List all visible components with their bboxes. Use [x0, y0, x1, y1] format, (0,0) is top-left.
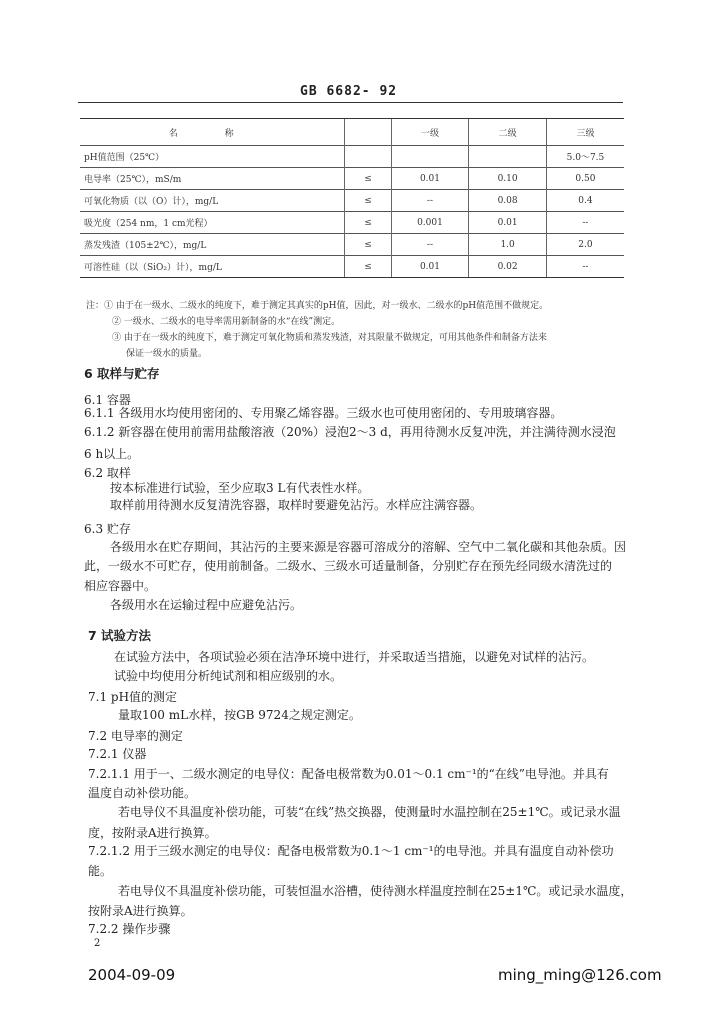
table-cell: 0.4 [546, 190, 624, 212]
table-cell: 蒸发残渣（105±2℃），mg/L [80, 234, 345, 256]
section-6-2-title: 6.2 取样 [84, 466, 131, 480]
table-row [80, 168, 624, 190]
section-6-title: 6 取样与贮存 [84, 366, 160, 381]
table-cell: pH值范围（25℃） [80, 146, 345, 168]
standard-code-header: GB 6682- 92 [300, 84, 398, 99]
table-cell: 0.001 [391, 212, 469, 234]
table-cell: ≤ [345, 234, 391, 256]
table-cell: 可溶性硅（以（SiO₂）计），mg/L [80, 256, 345, 278]
paragraph: 7.2.1.2 用于三级水测定的电导仪：配备电极常数为0.1～1 cm⁻¹的电导池。并具有温度自动补偿功 [88, 844, 614, 858]
paragraph: 按附录A进行换算。 [88, 904, 193, 918]
table-row [80, 212, 624, 234]
paragraph: 度，按附录A进行换算。 [88, 826, 217, 840]
table-cell [345, 146, 391, 168]
table-header-cell: 一级 [391, 119, 469, 146]
paragraph: 若电导仪不具温度补偿功能，可装“在线”热交换器，使测量时水温控制在25±1℃。或记录水温 [118, 805, 621, 819]
table-row [80, 190, 624, 212]
table-cell: ≤ [345, 212, 391, 234]
paragraph: 各级用水在运输过程中应避免沾污。 [110, 598, 303, 612]
table-cell [469, 146, 547, 168]
note-2: ② 一级水、二级水的电导率需用新制备的水“在线”测定。 [112, 317, 341, 327]
water-spec-table [80, 118, 624, 278]
footer-email: ming_ming@126.com [498, 966, 662, 984]
section-6-3-title: 6.3 贮存 [84, 522, 131, 536]
table-cell: 0.08 [469, 190, 547, 212]
paragraph: 按本标准进行试验，至少应取3 L有代表性水样。 [110, 481, 370, 495]
table-row [80, 234, 624, 256]
paragraph: 6.1.1 各级用水均使用密闭的、专用聚乙烯容器。三级水也可使用密闭的、专用玻璃容器。 [84, 406, 563, 420]
table-cell: 0.10 [469, 168, 547, 190]
paragraph: 相应容器中。 [84, 579, 157, 593]
table-cell: -- [546, 212, 624, 234]
paragraph: 在试验方法中，各项试验必须在洁净环境中进行，并采取适当措施，以避免对试样的沾污。 [114, 650, 595, 664]
paragraph: 试验中均使用分析纯试剂和相应级别的水。 [114, 669, 343, 683]
paragraph: 能。 [88, 864, 113, 878]
table-cell: -- [546, 256, 624, 278]
table-header-row [80, 119, 624, 146]
paragraph: 7.2.1.1 用于一、二级水测定的电导仪：配备电极常数为0.01～0.1 cm⁻¹的“在线”电导池。并具有 [88, 767, 609, 781]
table-cell: 1.0 [469, 234, 547, 256]
paragraph: 温度自动补偿功能。 [88, 786, 197, 800]
table-cell: 5.0～7.5 [546, 146, 624, 168]
section-7-2-title: 7.2 电导率的测定 [88, 729, 183, 743]
table-header-cell: 三级 [546, 119, 624, 146]
page-number: 2 [94, 938, 101, 949]
table-cell: ≤ [345, 168, 391, 190]
table-cell: ≤ [345, 190, 391, 212]
table-cell: -- [391, 190, 469, 212]
table-cell: 可氧化物质（以（O）计），mg/L [80, 190, 345, 212]
table-cell: 0.01 [469, 212, 547, 234]
note-3: ③ 由于在一级水的纯度下，难于测定可氧化物质和蒸发残渣，对其限量不做规定，可用其他条件和制备方法来 [112, 333, 547, 343]
table-cell: 电导率（25℃），mS/m [80, 168, 345, 190]
table-cell: ≤ [345, 256, 391, 278]
footer-date: 2004-09-09 [88, 966, 176, 984]
table-cell: 0.02 [469, 256, 547, 278]
table-header-cell: 二级 [469, 119, 547, 146]
section-7-2-1-title: 7.2.1 仪器 [88, 747, 147, 761]
paragraph: 6 h以上。 [84, 447, 140, 461]
table-cell: 0.50 [546, 168, 624, 190]
table-row [80, 256, 624, 278]
table-cell: -- [391, 234, 469, 256]
section-7-2-2-title: 7.2.2 操作步骤 [88, 922, 171, 936]
table-header-cell [345, 119, 391, 146]
table-row [80, 146, 624, 168]
paragraph: 取样前用待测水反复清洗容器，取样时要避免沾污。水样应注满容器。 [110, 498, 483, 512]
paragraph: 此，一级水不可贮存，使用前制备。二级水、三级水可适量制备，分别贮存在预先经同级水清洗过的 [84, 559, 613, 573]
table-cell: 0.01 [391, 168, 469, 190]
table-cell: 0.01 [391, 256, 469, 278]
paragraph: 6.1.2 新容器在使用前需用盐酸溶液（20%）浸泡2～3 d，再用待测水反复冲洗，并注满待测水浸泡 [84, 425, 616, 439]
table-notes [86, 298, 626, 362]
section-6-1-title: 6.1 容器 [84, 393, 131, 407]
table-cell [391, 146, 469, 168]
section-7-title: 7 试验方法 [88, 628, 152, 643]
paragraph: 量取100 mL水样，按GB 9724之规定测定。 [118, 708, 361, 722]
section-7-1-title: 7.1 pH值的测定 [88, 690, 178, 704]
table-header-cell: 名 称 [80, 119, 345, 146]
table-cell: 吸光度（254 nm，1 cm光程） [80, 212, 345, 234]
note-1: 注：① 由于在一级水、二级水的纯度下，难于测定其真实的pH值，因此，对一级水、二级水的pH值范围不做规定。 [86, 301, 549, 311]
note-3-cont: 保证一级水的质量。 [126, 349, 208, 359]
paragraph: 若电导仪不具温度补偿功能，可装恒温水浴槽，使待测水样温度控制在25±1℃。或记录水温度， [118, 884, 633, 898]
paragraph: 各级用水在贮存期间，其沾污的主要来源是容器可溶成分的溶解、空气中二氧化碳和其他杂质。因 [110, 540, 627, 554]
header-rule [78, 102, 623, 103]
table-cell: 2.0 [546, 234, 624, 256]
